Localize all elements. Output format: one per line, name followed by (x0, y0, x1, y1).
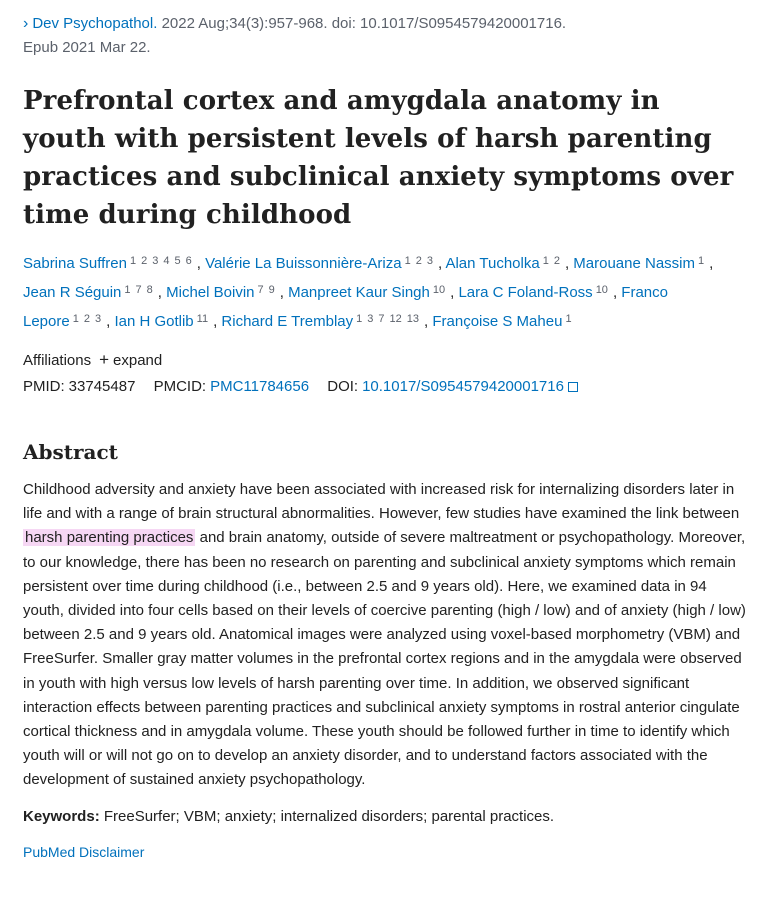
chevron-right-icon[interactable]: › (23, 15, 29, 32)
affiliation-ref[interactable]: 10 (432, 284, 446, 296)
affiliation-ref[interactable]: 7 (135, 284, 142, 296)
citation (23, 12, 748, 60)
affiliation-ref[interactable]: 4 (163, 255, 170, 267)
abstract-heading: Abstract (23, 440, 118, 464)
author-affiliation-refs[interactable] (698, 255, 709, 267)
pmid-value: 33745487 (68, 378, 136, 395)
author-affiliation-refs[interactable] (258, 284, 280, 296)
abstract-text (23, 478, 748, 793)
abstract-text-end: and brain anatomy, outside of severe maltreatment or psychopathology. Moreover, to our knowledge, there has been no research on parenting and subclinical anxiety symptoms which remain persistent over time during childhood (i.e., between 2.5 and 9 years old). Here, we examined data in 94 youth, divided into four cells based on their levels of coercive parenting (high / low) and of anxiety (high / low) between 2.5 and 9 years old. Anatomical images were analyzed using voxel-based morphometry (VBM) and FreeSurfer. Smaller gray matter volumes in the prefrontal cortex regions and in the amygdala were observed in youth with high versus low levels of harsh parenting over time. In addition, we observed significant interaction effects between parenting practices and subclinical anxiety symptoms in rostral anterior cingulate cortical thickness and in amygdala volume. These youth should be followed further in time to identify which youth will or will not go on to develop an anxiety disorder, and to understand factors associated with the development of sustained anxiety psychopathology. (23, 529, 746, 789)
plus-icon: + (99, 350, 110, 369)
author-affiliation-refs[interactable] (130, 255, 197, 267)
pmcid-label: PMCID: (153, 378, 207, 395)
affiliation-ref[interactable]: 7 (257, 284, 264, 296)
affiliation-ref[interactable]: 10 (595, 284, 608, 296)
author-link[interactable]: Alan Tucholka (445, 255, 540, 272)
author-link[interactable]: Marouane Nassim (573, 255, 695, 272)
doi-label: DOI: (327, 378, 359, 395)
affiliation-ref[interactable]: 1 (129, 255, 137, 267)
author-link[interactable]: Françoise S Maheu (432, 313, 563, 330)
author-link[interactable]: Jean R Séguin (23, 284, 122, 301)
affiliation-ref[interactable]: 2 (141, 255, 148, 267)
affiliations-toggle[interactable] (23, 347, 748, 374)
author-link[interactable]: Sabrina Suffren (23, 255, 127, 272)
affiliations-label: Affiliations (23, 352, 92, 369)
expand-label: expand (113, 352, 163, 369)
pmid-label: PMID: (23, 378, 65, 395)
author-link[interactable]: Franco Lepore (23, 284, 668, 330)
author-list: Sabrina Suffren $^{1 2 3 4 5 6}$ , Valérie La Buissonnière-Ariza $^{1 2 3}$ , Alan Tucholka $^{1 2}$ , Marouane Nassim $^1$ , Jean R Séguin $^{1 7 8}$ , Michel Boivin $^{7 9}$ , Manpreet Kaur Singh $^{10}$ , Lara C Foland-Ross $^{10}$ , Franco Lepore $^{1 2 3}$ , Ian H Gotlib $^{11}$ , Richard E Tremblay $^{1 3 7 12 13}$ , Françoise S Maheu $^1$ (23, 255, 714, 330)
affiliation-ref[interactable]: 1 (356, 313, 363, 325)
author-link[interactable]: Manpreet Kaur Singh (288, 284, 430, 301)
article-title: Prefrontal cortex and amygdala anatomy in youth with persistent levels of harsh parenting practices and subclinical anxiety symptoms over time during childhood (23, 86, 734, 230)
affiliation-ref[interactable]: 1 (404, 255, 411, 267)
citation-details: 2022 Aug;34(3):957-968. doi: 10.1017/S0954579420001716. (157, 15, 567, 32)
affiliation-ref[interactable]: 2 (83, 313, 90, 325)
author-affiliation-refs[interactable] (197, 313, 213, 325)
author-affiliation-refs[interactable] (596, 284, 613, 296)
keywords (23, 805, 748, 829)
affiliation-ref[interactable]: 1 (124, 284, 131, 296)
affiliation-ref[interactable]: 7 (378, 313, 385, 325)
affiliation-ref[interactable]: 1 (698, 255, 705, 267)
affiliation-ref[interactable]: 3 (152, 255, 159, 267)
affiliation-ref[interactable]: 5 (174, 255, 181, 267)
author-link[interactable]: Ian H Gotlib (114, 313, 194, 330)
author-link[interactable]: Valérie La Buissonnière-Ariza (205, 255, 402, 272)
pmcid-link[interactable]: PMC11784656 (210, 378, 310, 395)
affiliation-ref[interactable]: 3 (367, 313, 374, 325)
external-link-icon (568, 382, 578, 392)
author-affiliation-refs[interactable] (124, 284, 157, 296)
affiliation-ref[interactable]: 1 (72, 313, 79, 325)
keywords-text: FreeSurfer; VBM; anxiety; internalized disorders; parental practices. (99, 807, 555, 825)
affiliation-ref[interactable]: 12 (389, 313, 402, 325)
affiliation-ref[interactable]: 8 (146, 284, 153, 296)
journal-link[interactable]: Dev Psychopathol. (32, 15, 158, 32)
epub-date: Epub 2021 Mar 22. (23, 39, 151, 56)
affiliation-ref[interactable]: 1 (565, 313, 572, 325)
author-link[interactable]: Richard E Tremblay (221, 313, 354, 330)
author-affiliation-refs[interactable] (405, 255, 438, 267)
affiliation-ref[interactable]: 13 (406, 313, 420, 325)
affiliation-ref[interactable]: 6 (185, 255, 192, 267)
author-link[interactable]: Lara C Foland-Ross (458, 284, 593, 301)
author-link[interactable]: Michel Boivin (166, 284, 255, 301)
doi-value: 10.1017/S0954579420001716 (362, 378, 564, 395)
author-affiliation-refs[interactable] (73, 313, 106, 325)
author-affiliation-refs[interactable] (543, 255, 565, 267)
identifiers (23, 374, 748, 400)
pubmed-disclaimer-link[interactable]: PubMed Disclaimer (23, 843, 145, 860)
doi-link[interactable] (362, 378, 578, 395)
affiliation-ref[interactable]: 9 (268, 284, 275, 296)
keywords-label: Keywords: (23, 807, 100, 825)
affiliation-ref[interactable]: 3 (94, 313, 102, 325)
affiliation-ref[interactable]: 3 (426, 255, 433, 267)
affiliation-ref[interactable]: 2 (415, 255, 422, 267)
highlighted-term: harsh parenting practices (25, 529, 194, 547)
author-affiliation-refs[interactable] (565, 313, 576, 325)
affiliation-ref[interactable]: 1 (542, 255, 549, 267)
affiliation-ref[interactable]: 2 (553, 255, 560, 267)
author-affiliation-refs[interactable] (433, 284, 450, 296)
abstract-text-start: Childhood adversity and anxiety have been associated with increased risk for internalizing disorders later in life and with a range of brain structural abnormalities. However, few studies have examined the link between (23, 481, 740, 523)
affiliation-ref[interactable]: 11 (196, 313, 209, 325)
author-affiliation-refs[interactable] (356, 313, 424, 325)
